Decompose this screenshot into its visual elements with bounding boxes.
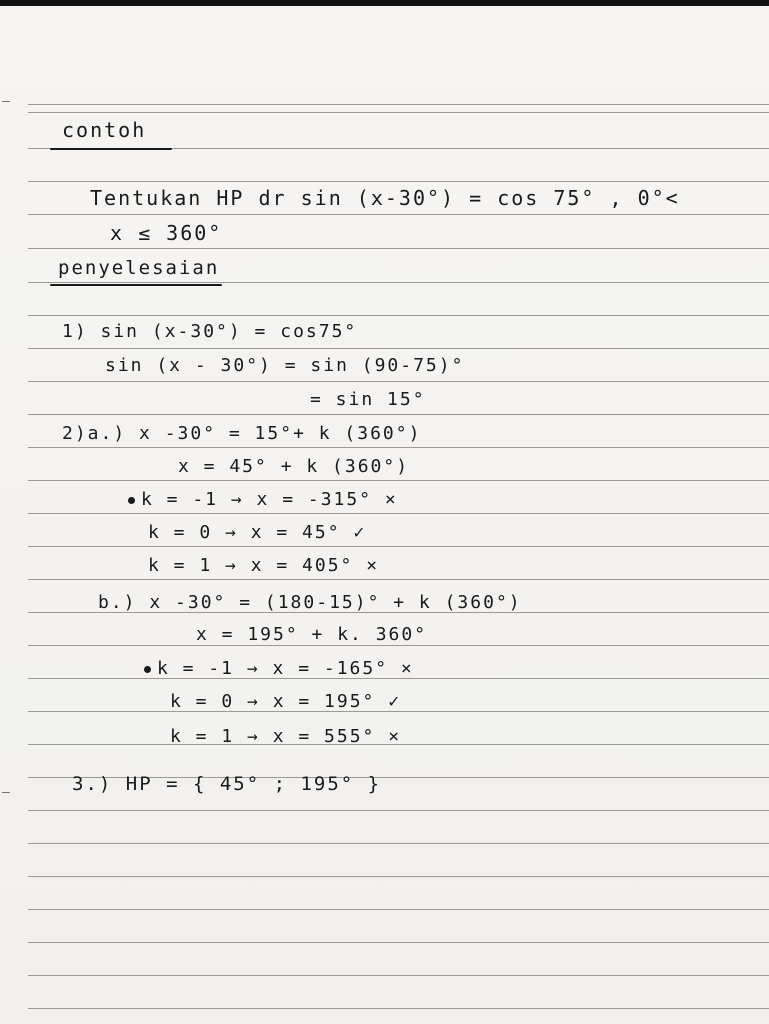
- step2a-line1: 2)a.) x -30° = 15°+ k (360°): [62, 423, 422, 444]
- ruled-line: [28, 248, 769, 249]
- ruled-line: [28, 876, 769, 877]
- step2b-k-1: k = 1 → x = 555° ×: [170, 726, 402, 747]
- ruled-line: [28, 645, 769, 646]
- step2b-k-0: k = 0 → x = 195° ✓: [170, 691, 402, 712]
- ruled-line: [28, 909, 769, 910]
- bullet-dot: [128, 497, 135, 504]
- ruled-line: [28, 214, 769, 215]
- page-top-edge: [0, 0, 769, 6]
- ruled-line: [28, 348, 769, 349]
- margin-mark: [2, 101, 10, 102]
- step2b-k-minus-1: k = -1 → x = -165° ×: [144, 658, 414, 679]
- margin-mark: [2, 792, 10, 793]
- ruled-line: [28, 381, 769, 382]
- step1-line1: 1) sin (x-30°) = cos75°: [62, 321, 358, 342]
- step2a-k-1: k = 1 → x = 405° ×: [148, 555, 380, 576]
- solution-heading: penyelesaian: [58, 257, 220, 279]
- ruled-line: [28, 579, 769, 580]
- question-line-2: x ≤ 360°: [110, 221, 223, 245]
- ruled-line: [28, 546, 769, 547]
- ruled-line: [28, 104, 769, 105]
- ruled-line: [28, 447, 769, 448]
- step2b-line2: x = 195° + k. 360°: [196, 624, 428, 645]
- solution-heading-underline: [50, 284, 222, 286]
- step1-line3: = sin 15°: [310, 389, 426, 410]
- question-line-1: Tentukan HP dr sin (x-30°) = cos 75° , 0°<: [90, 186, 680, 210]
- ruled-line: [28, 414, 769, 415]
- heading-underline: [50, 148, 172, 150]
- step2a-k-0: k = 0 → x = 45° ✓: [148, 522, 367, 543]
- ruled-line: [28, 975, 769, 976]
- step2b-line1: b.) x -30° = (180-15)° + k (360°): [98, 592, 522, 613]
- step3-answer: 3.) HP = { 45° ; 195° }: [72, 773, 382, 795]
- ruled-line: [28, 843, 769, 844]
- ruled-line: [28, 513, 769, 514]
- ruled-line: [28, 112, 769, 113]
- ruled-line: [28, 810, 769, 811]
- step2a-k-minus-1: k = -1 → x = -315° ×: [128, 489, 398, 510]
- ruled-line: [28, 181, 769, 182]
- ruled-line: [28, 480, 769, 481]
- heading: contoh: [62, 118, 147, 142]
- ruled-line: [28, 282, 769, 283]
- ruled-line: [28, 315, 769, 316]
- bullet-dot: [144, 666, 151, 673]
- step2a-line2: x = 45° + k (360°): [178, 456, 410, 477]
- ruled-line: [28, 942, 769, 943]
- step1-line2: sin (x - 30°) = sin (90-75)°: [105, 355, 465, 376]
- ruled-line: [28, 1008, 769, 1009]
